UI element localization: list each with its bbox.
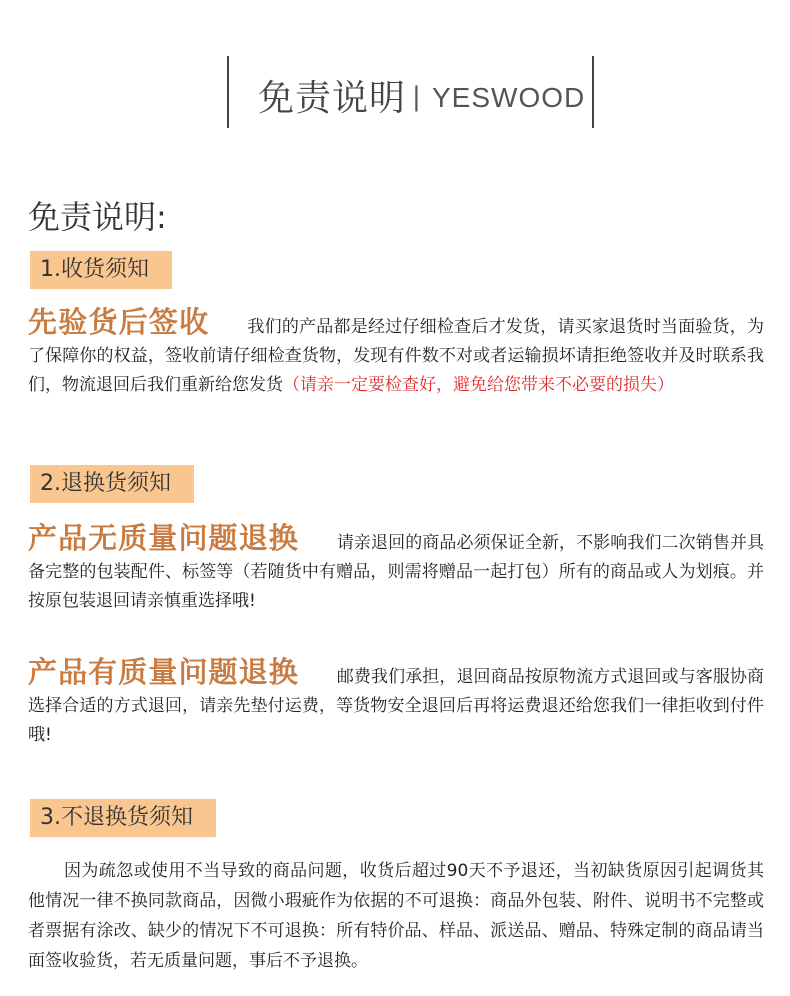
receiving-text: 我们的产品都是经过仔细检查后才发货，请买家退货时当面验货，为了保障你的权益，签收前请仔细检查货物，发现有件数不对或者运输损坏请拒绝签收并及时联系我们，物流退回后我们重新给您发货 — [28, 317, 764, 395]
main-heading: 免责说明: — [28, 198, 167, 236]
section-label-non-returnable: 3.不退换货须知 — [30, 799, 216, 837]
header-right-divider — [592, 56, 594, 128]
header-title-cn: 免责说明 — [258, 78, 407, 119]
header-separator: | — [412, 82, 421, 112]
quality-issue-heading: 产品有质量问题退换 — [28, 655, 299, 689]
no-quality-issue-text: 请亲退回的商品必须保证全新，不影响我们二次销售并具备完整的包装配件、标签等（若随货中有赠品，则需将赠品一起打包）所有的商品或人为划痕。并按原包装退回请亲慎重选择哦! — [28, 533, 764, 611]
receiving-paragraph — [28, 305, 764, 400]
header-left-divider — [227, 56, 229, 128]
no-quality-issue-heading: 产品无质量问题退换 — [28, 521, 299, 555]
section-label-returns: 2.退换货须知 — [30, 465, 194, 503]
quality-issue-paragraph — [28, 655, 764, 750]
non-returnable-paragraph: 因为疏忽或使用不当导致的商品问题，收货后超过90天不予退还，当初缺货原因引起调货其他情况一律不换同款商品，因微小瑕疵作为依据的不可退换：商品外包装、附件、说明书不完整或者票据有涂改、缺少的情况下不可退换：所有特价品、样品、派送品、赠品、特殊定制的商品请当面签收验货，若无质量问题，事后不予退换。 — [28, 861, 764, 971]
receiving-heading: 先验货后签收 — [28, 305, 210, 339]
no-quality-issue-paragraph — [28, 521, 764, 616]
section-label-receiving: 1.收货须知 — [30, 251, 172, 289]
quality-issue-text: 邮费我们承担，退回商品按原物流方式退回或与客服协商选择合适的方式退回，请亲先垫付运费，等货物安全退回后再将运费退还给您我们一律拒收到付件哦! — [28, 667, 764, 745]
header-title-en: YESWOOD — [432, 82, 586, 113]
receiving-note: （请亲一定要检查好，避免给您带来不必要的损失） — [283, 375, 674, 395]
page-header — [0, 56, 790, 128]
